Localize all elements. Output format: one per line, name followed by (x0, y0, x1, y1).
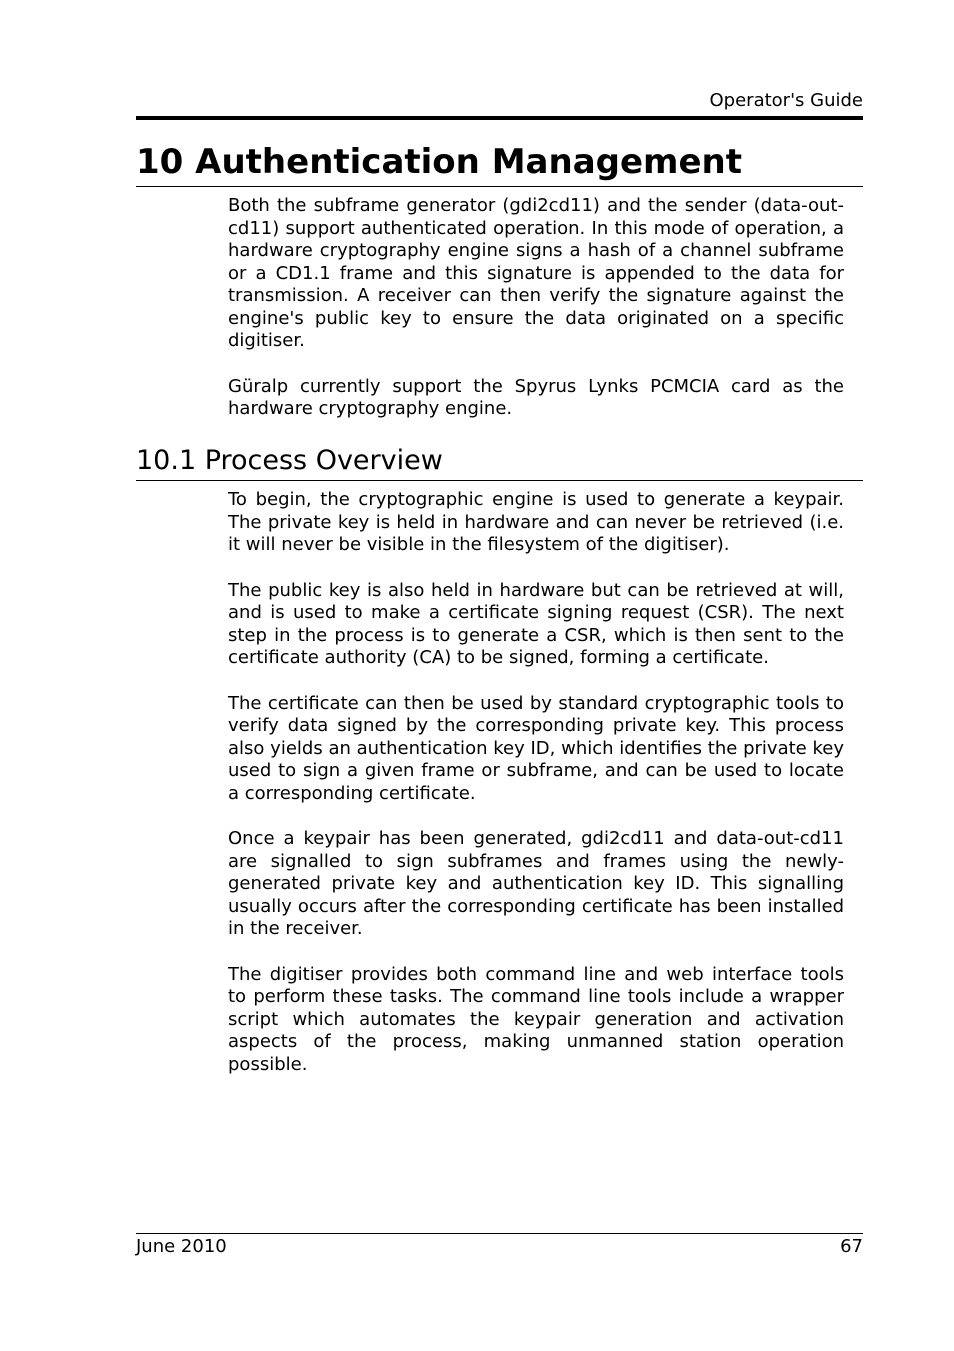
chapter-intro (228, 195, 844, 421)
header-rule (136, 116, 863, 120)
page-number: 67 (840, 1236, 863, 1257)
section-title: 10.1 Process Overview (136, 445, 443, 476)
paragraph: The certificate can then be used by standard cryptographic tools to verify data signed by the corresponding private key. This process also yields an authentication key ID, which identifies the private key used to sign a given frame or subframe, and can be used to locate a corresponding certificate. (228, 692, 844, 804)
paragraph: Both the subframe generator (gdi2cd11) and the sender (data-out-cd11) support authenticated operation. In this mode of operation, a hardware cryptography engine signs a hash of a channel subframe or a CD1.1 frame and this signature is appended to the data for transmission. A receiver can then verify the signature against the engine's public key to ensure the data originated on a specific digitiser. (228, 195, 844, 351)
paragraph: The public key is also held in hardware but can be retrieved at will, and is used to make a certificate signing request (CSR). The next step in the process is to generate a CSR, which is then sent to the certificate authority (CA) to be signed, forming a certificate. (228, 579, 844, 668)
footer-rule (136, 1233, 863, 1234)
paragraph: The digitiser provides both command line and web interface tools to perform these tasks. The command line tools include a wrapper script which automates the keypair generation and activation aspects of the process, making unmanned station operation possible. (228, 963, 844, 1075)
chapter-title: 10 Authentication Management (136, 142, 742, 182)
section-body (228, 489, 844, 1076)
paragraph: Güralp currently support the Spyrus Lynks PCMCIA card as the hardware cryptography engine. (228, 375, 844, 419)
running-header: Operator's Guide (709, 90, 863, 111)
paragraph: To begin, the cryptographic engine is used to generate a keypair. The private key is held in hardware and can never be retrieved (i.e. it will never be visible in the filesystem of the digitiser). (228, 489, 844, 555)
chapter-rule (136, 186, 863, 187)
footer-date: June 2010 (136, 1236, 227, 1257)
section-rule (136, 480, 863, 481)
paragraph: Once a keypair has been generated, gdi2cd11 and data-out-cd11 are signalled to sign subframes and frames using the newly-generated private key and authentication key ID. This signalling usually occurs after the corresponding certificate has been installed in the receiver. (228, 828, 844, 939)
